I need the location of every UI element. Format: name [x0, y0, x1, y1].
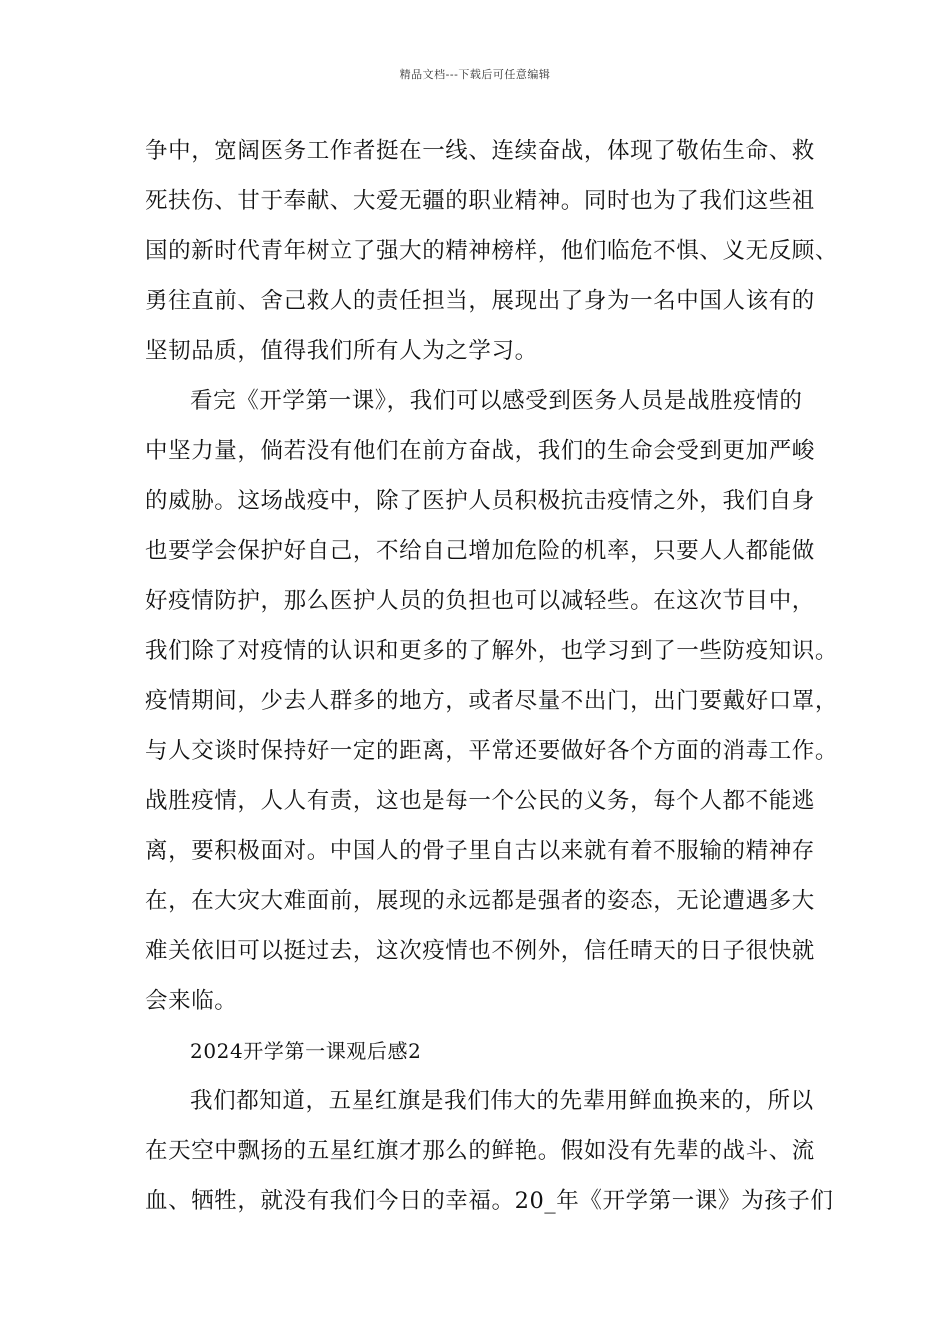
- text-line: 战胜疫情，人人有责，这也是每一个公民的义务，每个人都不能逃: [145, 788, 815, 814]
- paragraph-first-line: 看完《开学第一课》，我们可以感受到医务人员是战胜疫情的: [190, 388, 803, 414]
- document-body: [145, 126, 839, 1226]
- text-line: 我们除了对疫情的认识和更多的了解外，也学习到了一些防疫知识。: [145, 638, 839, 664]
- text-line: 死扶伤、甘于奉献、大爱无疆的职业精神。同时也为了我们这些祖: [145, 188, 815, 214]
- text-line: 也要学会保护好自己，不给自己增加危险的机率，只要人人都能做: [145, 538, 815, 564]
- text-line: 的威胁。这场战疫中，除了医护人员积极抗击疫情之外，我们自身: [145, 488, 815, 514]
- text-line: 与人交谈时保持好一定的距离，平常还要做好各个方面的消毒工作。: [145, 738, 839, 764]
- text-line: 难关依旧可以挺过去，这次疫情也不例外，信任晴天的日子很快就: [145, 938, 815, 964]
- text-line: 会来临。: [145, 988, 238, 1014]
- text-line: 在，在大灾大难面前，展现的永远都是强者的姿态，无论遭遇多大: [145, 888, 815, 914]
- text-line: 争中，宽阔医务工作者挺在一线、连续奋战，体现了敬佑生命、救: [145, 138, 815, 164]
- text-line: 好疫情防护，那么医护人员的负担也可以减轻些。在这次节目中，: [145, 588, 815, 614]
- paragraph-first-line: 我们都知道，五星红旗是我们伟大的先辈用鲜血换来的，所以: [190, 1088, 814, 1114]
- text-line: 离，要积极面对。中国人的骨子里自古以来就有着不服输的精神存: [145, 838, 815, 864]
- text-line: 国的新时代青年树立了强大的精神榜样，他们临危不惧、义无反顾、: [145, 238, 839, 264]
- text-line: 血、牺牲，就没有我们今日的幸福。20_年《开学第一课》为孩子们: [145, 1188, 834, 1214]
- text-line: 在天空中飘扬的五星红旗才那么的鲜艳。假如没有先辈的战斗、流: [145, 1138, 815, 1164]
- text-line: 中坚力量，倘若没有他们在前方奋战，我们的生命会受到更加严峻: [145, 438, 815, 464]
- text-line: 疫情期间，少去人群多的地方，或者尽量不出门，出门要戴好口罩，: [145, 688, 839, 714]
- text-line: 勇往直前、舍己救人的责任担当，展现出了身为一名中国人该有的: [145, 288, 815, 314]
- section-heading: 2024开学第一课观后感2: [190, 1039, 422, 1063]
- text-line: 坚韧品质，值得我们所有人为之学习。: [145, 338, 538, 364]
- page-header: 精品文档---下载后可任意编辑: [399, 68, 551, 81]
